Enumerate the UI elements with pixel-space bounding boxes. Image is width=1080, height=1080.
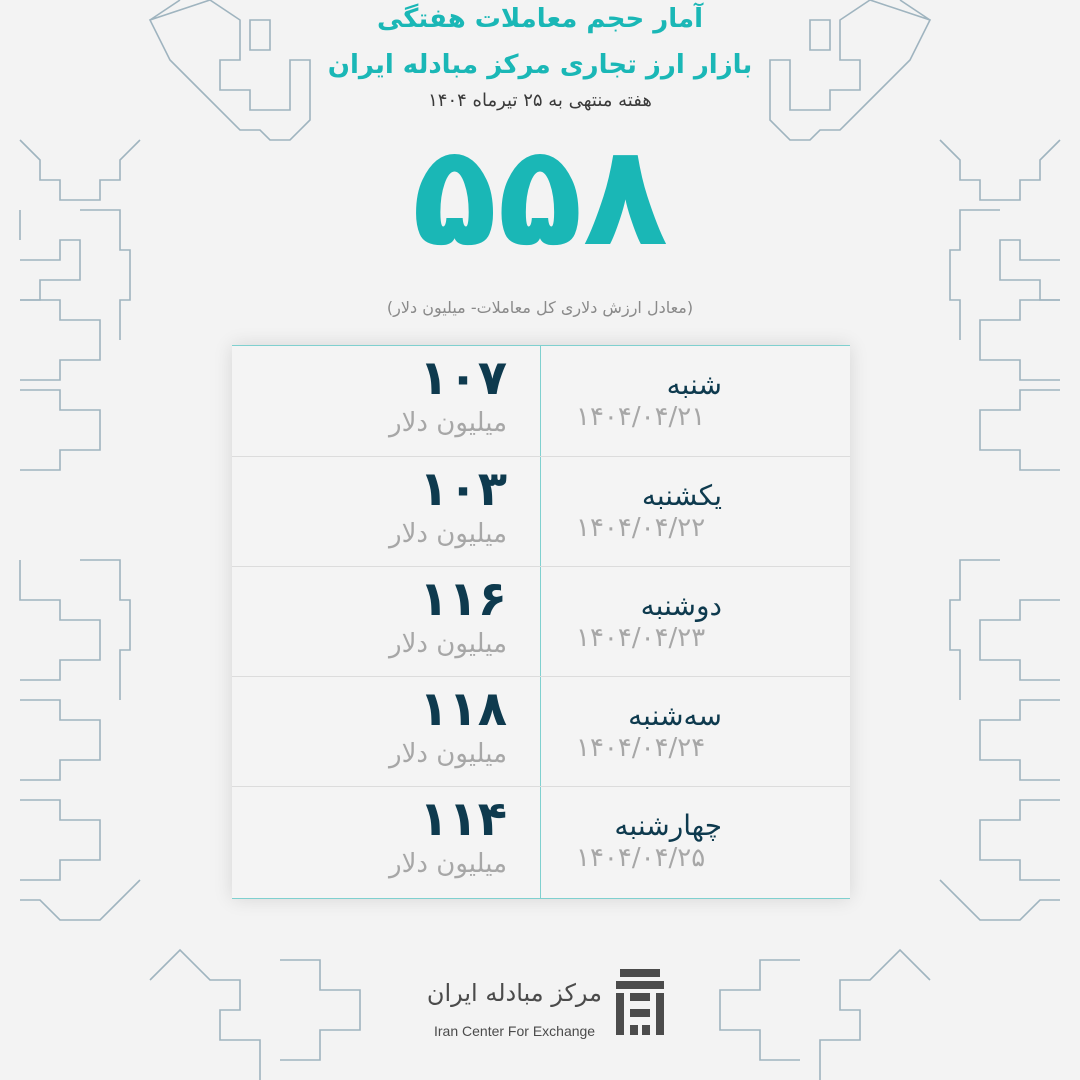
- day-name: چهارشنبه: [614, 809, 722, 842]
- day-value: ۱۱۴: [419, 791, 507, 847]
- logo-name-en: Iran Center For Exchange: [434, 1023, 596, 1039]
- day-date: ۱۴۰۴/۰۴/۲۲: [576, 513, 706, 543]
- day-value: ۱۱۶: [419, 571, 507, 627]
- day-value: ۱۱۸: [419, 681, 507, 737]
- day-name: شنبه: [666, 368, 722, 401]
- value-unit: میلیون دلار: [389, 629, 507, 659]
- day-value: ۱۰۷: [419, 350, 507, 406]
- weekly-total-value: ۵۵۸: [411, 115, 669, 278]
- day-value: ۱۰۳: [419, 461, 507, 517]
- table-row: [232, 456, 850, 567]
- table-row: [232, 566, 850, 677]
- day-date: ۱۴۰۴/۰۴/۲۵: [576, 843, 706, 873]
- value-unit: میلیون دلار: [389, 408, 507, 438]
- daily-volume-table: [232, 345, 850, 899]
- iran-center-for-exchange-logo: [412, 965, 672, 1045]
- title-line-1: آمار حجم معاملات هفتگی: [376, 4, 704, 34]
- day-date: ۱۴۰۴/۰۴/۲۳: [576, 623, 706, 653]
- day-name: دوشنبه: [640, 589, 722, 622]
- table-row: [232, 676, 850, 787]
- title-line-2: بازار ارز تجاری مرکز مبادله ایران: [327, 50, 753, 80]
- day-name: یکشنبه: [641, 479, 722, 512]
- value-unit: میلیون دلار: [389, 739, 507, 769]
- total-caption: (معادل ارزش دلاری کل معاملات- میلیون دلار): [386, 298, 694, 317]
- week-subtitle: هفته منتهی به ۲۵ تیرماه ۱۴۰۴: [428, 90, 652, 111]
- logo-name-fa: مرکز مبادله ایران: [426, 979, 602, 1007]
- day-date: ۱۴۰۴/۰۴/۲۴: [576, 733, 706, 763]
- value-unit: میلیون دلار: [389, 849, 507, 879]
- day-date: ۱۴۰۴/۰۴/۲۱: [576, 402, 706, 432]
- value-unit: میلیون دلار: [389, 519, 507, 549]
- table-row: [232, 346, 850, 456]
- table-row: [232, 786, 850, 897]
- day-name: سه‌شنبه: [628, 699, 722, 732]
- exchange-mark-icon: [616, 969, 664, 1035]
